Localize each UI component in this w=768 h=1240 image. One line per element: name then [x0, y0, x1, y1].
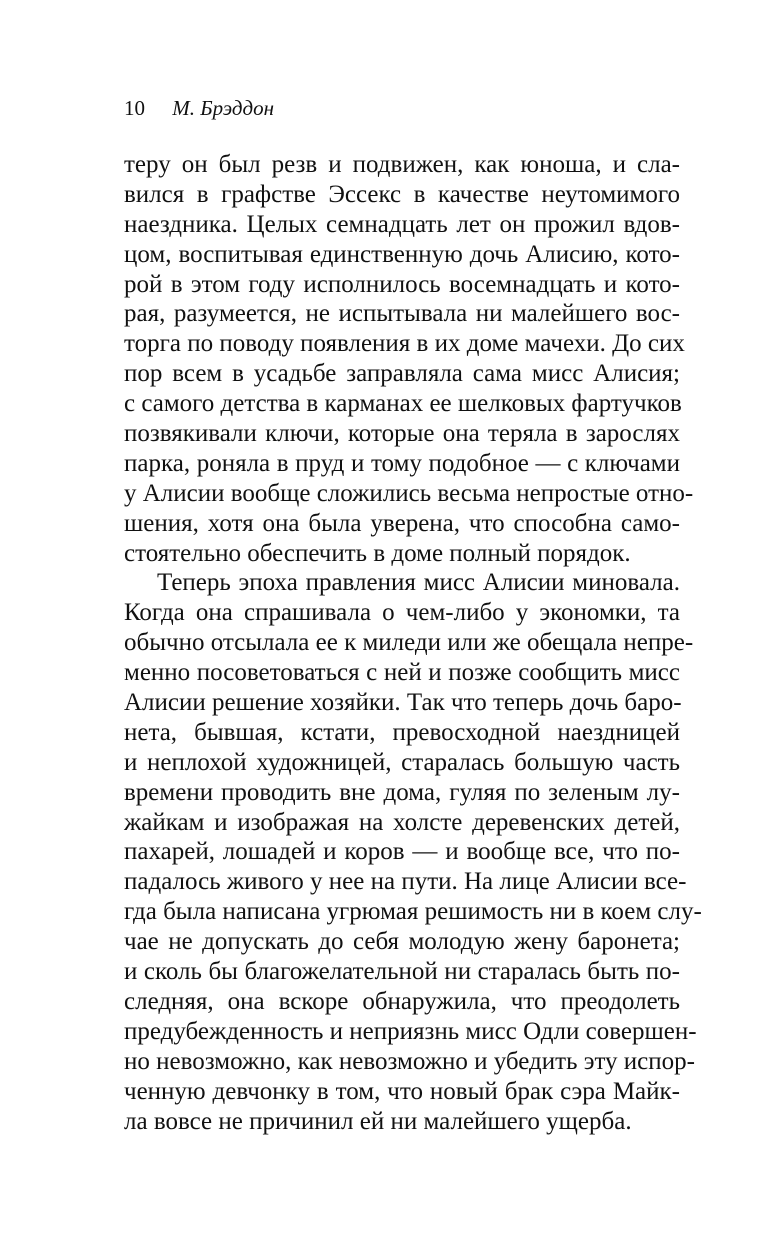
text-line: ченную девчонку в том, что новый брак сэра Майк-	[124, 1077, 680, 1105]
running-header	[124, 93, 678, 123]
text-line: рая, разумеется, не испытывала ни малейшего вос-	[124, 300, 680, 328]
text-line: предубежденность и неприязнь мисс Одли совершен-	[124, 1017, 697, 1045]
text-line: и сколь бы благожелательной ни старалась быть по-	[124, 958, 680, 986]
text-line: падалось живого у нее на пути. На лице Алисии все-	[124, 868, 687, 896]
text-line: гда была написана угрюмая решимость ни в коем слу-	[124, 898, 702, 926]
text-line: парка, роняла в пруд и тому подобное — с ключами	[124, 449, 680, 477]
running-head-author: М. Брэддон	[172, 96, 274, 120]
text-line: Теперь эпоха правления мисс Алисии миновала.	[157, 569, 680, 597]
text-line: вился в графстве Эссекс в качестве неутомимого	[124, 180, 680, 208]
text-line: наездника. Целых семнадцать лет он прожил вдов-	[124, 210, 680, 238]
text-line: цом, воспитывая единственную дочь Алисию, кото-	[124, 240, 680, 268]
text-line: времени проводить вне дома, гуляя по зеленым лу-	[124, 778, 680, 806]
text-line: теру он был резв и подвижен, как юноша, и сла-	[124, 151, 680, 178]
paragraph-1	[124, 150, 694, 568]
text-line: пахарей, лошадей и коров — и вообще все, что по-	[124, 838, 680, 866]
text-line: менно посоветоваться с ней и позже сообщить мисс	[124, 659, 680, 687]
text-line: чае не допускать до себя молодую жену баронета;	[124, 928, 680, 956]
text-line: с самого детства в карманах ее шелковых фартучков	[124, 390, 682, 418]
text-line: обычно отсылала ее к миледи или же обещала непре-	[124, 629, 694, 657]
text-line: нета, бывшая, кстати, превосходной наездницей	[124, 718, 680, 746]
text-line: но невозможно, как невозможно и убедить эту испор-	[124, 1047, 695, 1075]
text-line: Когда она спрашивала о чем-либо у экономки, та	[124, 599, 680, 627]
text-line: у Алисии вообще сложились весьма непростые отно-	[124, 479, 694, 507]
text-line: стоятельно обеспечить в доме полный порядок.	[124, 539, 631, 567]
text-line: пор всем в усадьбе заправляла сама мисс Алисия;	[124, 360, 680, 388]
text-line: Алисии решение хозяйки. Так что теперь дочь баро-	[124, 689, 682, 717]
text-line: шения, хотя она была уверена, что способна само-	[124, 509, 680, 537]
body-text	[124, 150, 702, 1136]
text-line: торга по поводу появления в их доме мачехи. До сих	[124, 330, 685, 358]
text-line: и неплохой художницей, старалась большую часть	[124, 748, 680, 776]
text-line: следняя, она вскоре обнаружила, что преодолеть	[124, 987, 680, 1015]
text-line: жайкам и изображая на холсте деревенских детей,	[124, 808, 680, 836]
text-line: ла вовсе не причинил ей ни малейшего ущерба.	[124, 1107, 632, 1135]
paragraph-2	[124, 568, 702, 1136]
page-number: 10	[124, 96, 145, 120]
text-line: позвякивали ключи, которые она теряла в зарослях	[124, 420, 680, 448]
text-line: рой в этом году исполнилось восемнадцать и кото-	[124, 270, 680, 298]
